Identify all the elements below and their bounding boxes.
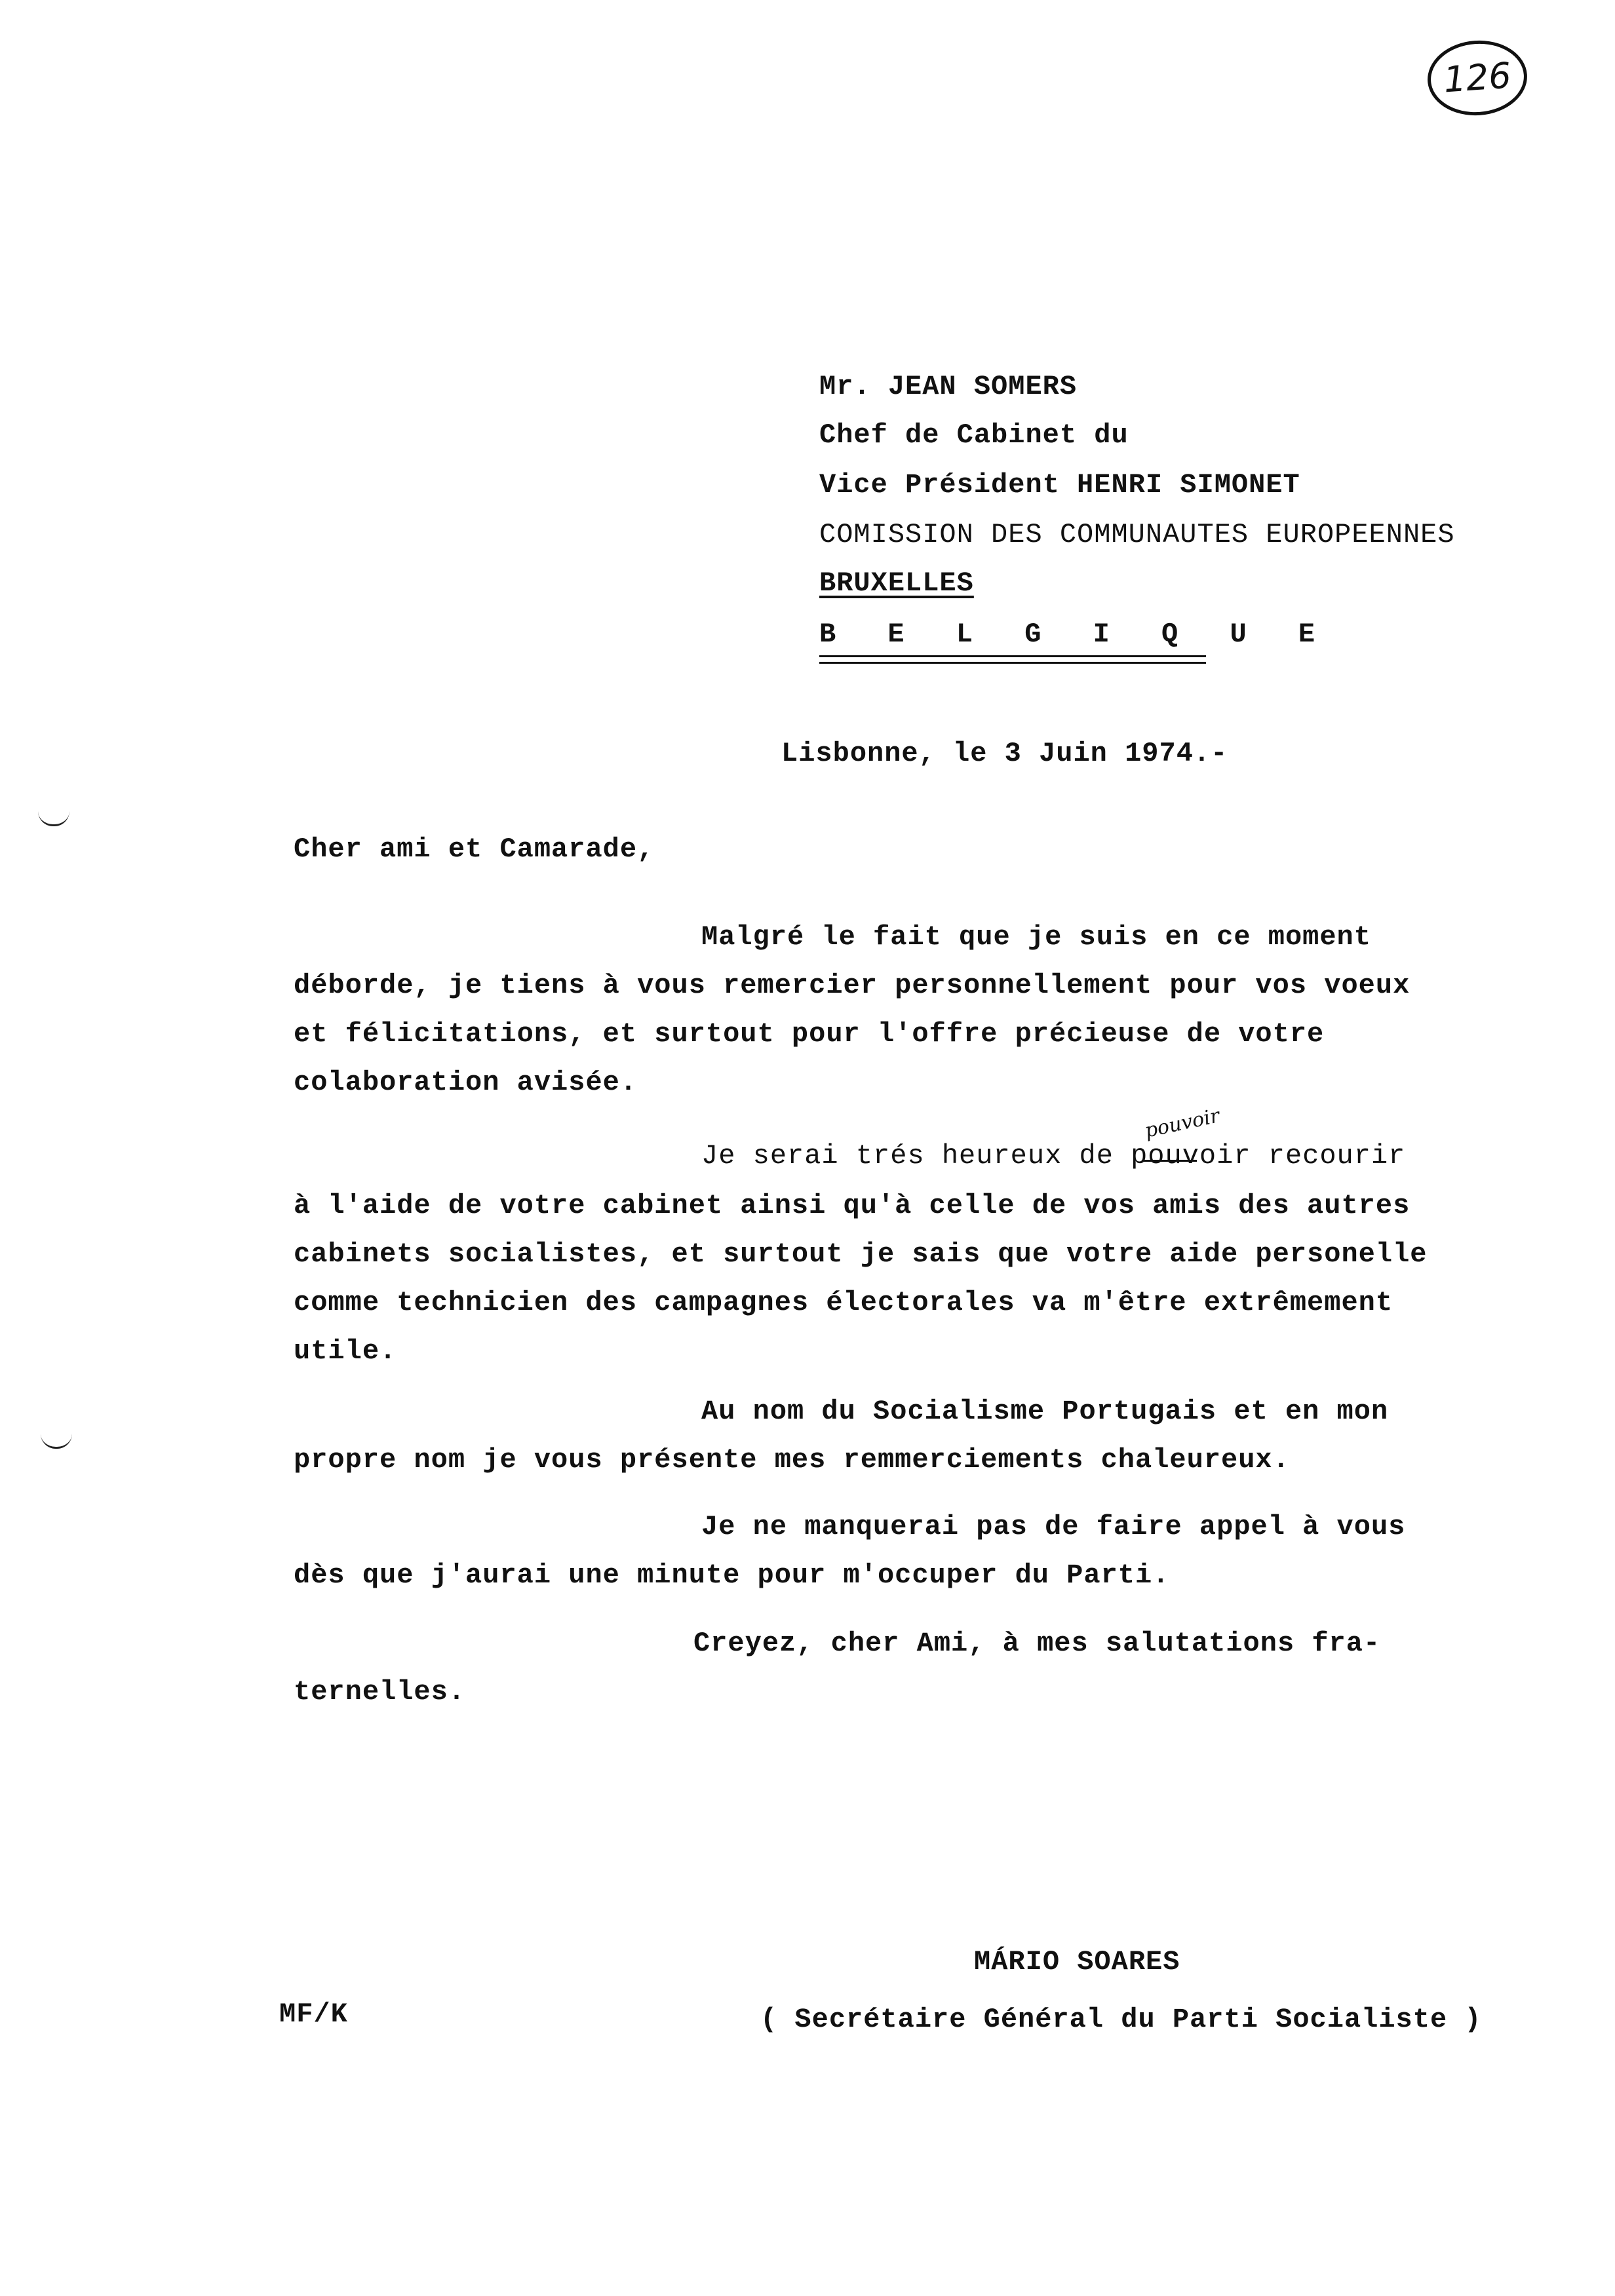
p3-line-1: Au nom du Socialisme Portugais et en mon: [701, 1396, 1389, 1427]
p1-line-1: Malgré le fait que je suis en ce moment: [701, 921, 1371, 953]
folio-number-stamp: [1425, 37, 1530, 119]
reference-initials: MF/K: [279, 1999, 348, 2030]
p2-line-4: comme technicien des campagnes électorales va m'être extrêmement: [294, 1287, 1393, 1318]
signature-title: ( Secrétaire Général du Parti Socialiste ): [760, 2004, 1482, 2035]
p5-line-2: ternelles.: [294, 1676, 466, 1708]
signature-name: MÁRIO SOARES: [974, 1946, 1180, 1978]
recipient-country: B E L G I Q U E: [819, 619, 1333, 650]
salutation: Cher ami et Camarade,: [294, 833, 655, 865]
p1-line-3: et félicitations, et surtout pour l'offre précieuse de votre: [294, 1018, 1325, 1050]
p2-line-2: à l'aide de votre cabinet ainsi qu'à celle de vos amis des autres: [294, 1190, 1411, 1221]
p5-line-1: Creyez, cher Ami, à mes salutations fra-: [693, 1628, 1381, 1659]
recipient-line-1: Mr. JEAN SOMERS: [819, 371, 1078, 402]
margin-mark: [41, 1434, 72, 1449]
strikethrough-mark: [1142, 1160, 1197, 1162]
recipient-line-2: Chef de Cabinet du: [819, 419, 1129, 451]
p2-line-3: cabinets socialistes, et surtout je sais que votre aide personelle: [294, 1238, 1428, 1270]
recipient-city: BRUXELLES: [819, 567, 974, 599]
country-double-underline-bottom: [819, 662, 1206, 664]
country-double-underline-top: [819, 655, 1206, 657]
p4-line-1: Je ne manquerai pas de faire appel à vous: [701, 1511, 1406, 1542]
p2-line-5: utile.: [294, 1335, 397, 1367]
p3-line-2: propre nom je vous présente mes remmerciements chaleureux.: [294, 1444, 1290, 1476]
margin-mark: [38, 811, 69, 826]
p2-line-1: Je serai trés heureux de pouvoir recourir: [701, 1140, 1406, 1172]
p4-line-2: dès que j'aurai une minute pour m'occuper du Parti.: [294, 1559, 1170, 1591]
recipient-line-3: Vice Président HENRI SIMONET: [819, 469, 1300, 501]
handwritten-correction: pouvoir: [1142, 1104, 1222, 1143]
p1-line-4: colaboration avisée.: [294, 1067, 638, 1098]
p1-line-2: déborde, je tiens à vous remercier personnellement pour vos voeux: [294, 970, 1411, 1001]
recipient-line-4: COMISSION DES COMMUNAUTES EUROPEENNES: [819, 519, 1455, 550]
folio-number: 126: [1442, 54, 1513, 101]
date-line: Lisbonne, le 3 Juin 1974.-: [781, 738, 1228, 769]
